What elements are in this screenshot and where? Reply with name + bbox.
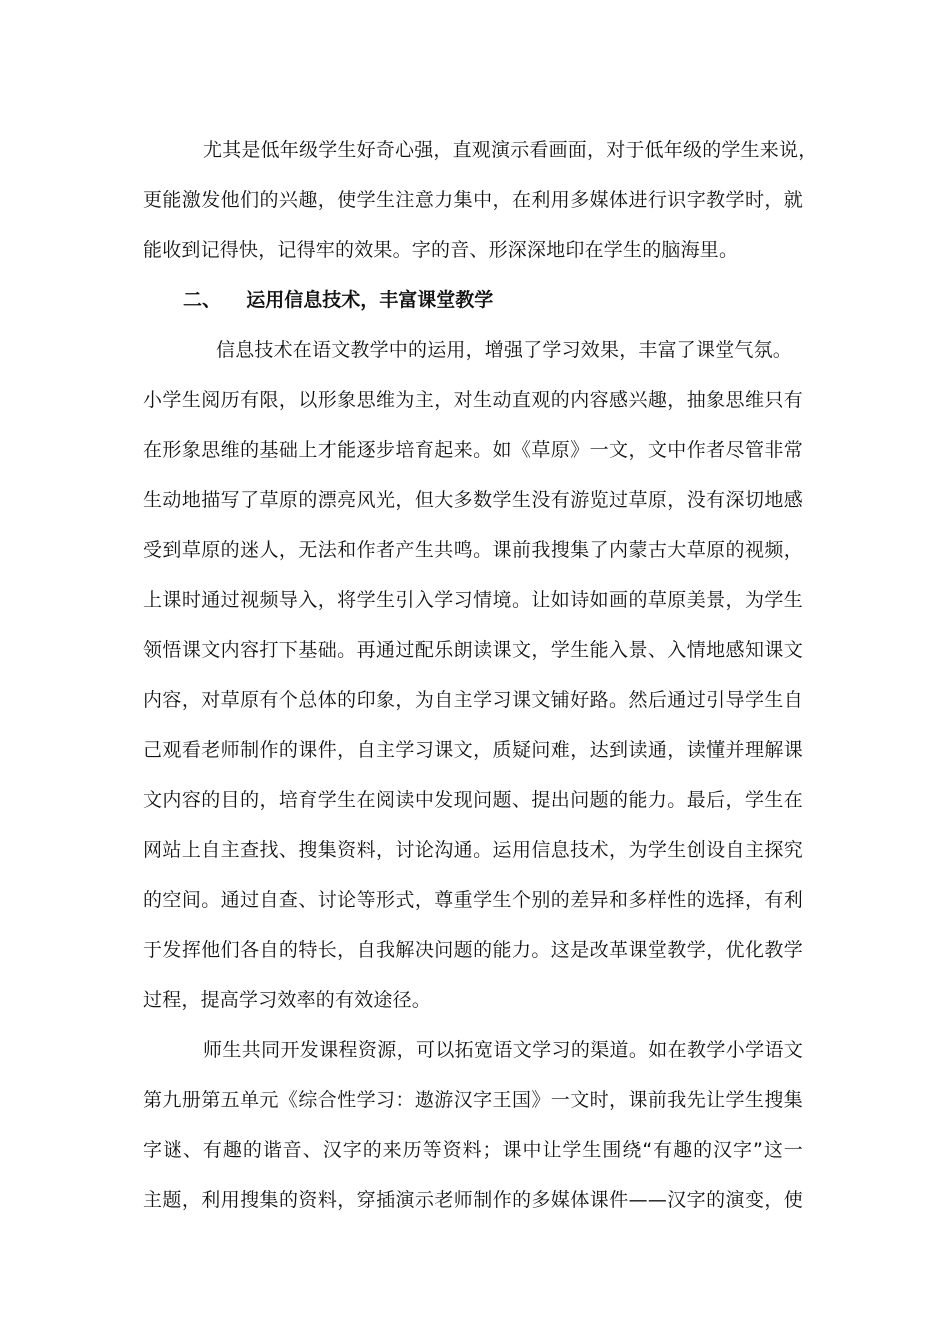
- paragraph-1-line-1: 尤其是低年级学生好奇心强，直观演示看画面，对于低年级的学生来说，: [203, 139, 818, 161]
- paragraph-2-line-5: 受到草原的迷人，无法和作者产生共鸣。课前我搜集了内蒙古大草原的视频，: [143, 539, 803, 561]
- paragraph-2-line-2: 小学生阅历有限，以形象思维为主，对生动直观的内容感兴趣，抽象思维只有: [143, 389, 803, 411]
- paragraph-2-line-13: 于发挥他们各自的特长，自我解决问题的能力。这是改革课堂教学，优化教学: [143, 939, 803, 961]
- paragraph-2-line-10: 文内容的目的，培育学生在阅读中发现问题、提出问题的能力。最后，学生在: [143, 789, 803, 811]
- paragraph-3-line-2: 第九册第五单元《综合性学习：遨游汉字王国》一文时，课前我先让学生搜集: [143, 1089, 803, 1111]
- paragraph-3-line-3: 字谜、有趣的谐音、汉字的来历等资料；课中让学生围绕“有趣的汉字”这一: [143, 1139, 803, 1161]
- paragraph-2-line-6: 上课时通过视频导入，将学生引入学习情境。让如诗如画的草原美景，为学生: [143, 589, 803, 611]
- paragraph-1-line-3: 能收到记得快，记得牢的效果。字的音、形深深地印在学生的脑海里。: [143, 239, 739, 261]
- paragraph-1-line-2: 更能激发他们的兴趣，使学生注意力集中，在利用多媒体进行识字教学时，就: [143, 189, 803, 211]
- paragraph-2-line-11: 网站上自主查找、搜集资料，讨论沟通。运用信息技术，为学生创设自主探究: [143, 839, 803, 861]
- paragraph-2-line-4: 生动地描写了草原的漂亮风光，但大多数学生没有游览过草原，没有深切地感: [143, 489, 803, 511]
- paragraph-2-line-7: 领悟课文内容打下基础。再通过配乐朗读课文，学生能入景、入情地感知课文: [143, 639, 803, 661]
- paragraph-2-line-9: 己观看老师制作的课件，自主学习课文，质疑问难，达到读通，读懂并理解课: [143, 739, 803, 761]
- section-heading: [183, 287, 493, 313]
- paragraph-3-line-1: 师生共同开发课程资源，可以拓宽语文学习的渠道。如在教学小学语文: [203, 1039, 803, 1061]
- paragraph-2-line-3: 在形象思维的基础上才能逐步培育起来。如《草原》一文，文中作者尽管非常: [143, 439, 803, 461]
- paragraph-2-line-8: 内容，对草原有个总体的印象，为自主学习课文铺好路。然后通过引导学生自: [143, 689, 803, 711]
- paragraph-2-line-12: 的空间。通过自查、讨论等形式，尊重学生个别的差异和多样性的选择，有利: [143, 889, 803, 911]
- paragraph-2-line-1: 信息技术在语文教学中的运用，增强了学习效果，丰富了课堂气氛。: [216, 339, 793, 361]
- section-heading-title: 运用信息技术，丰富课堂教学: [246, 289, 494, 311]
- paragraph-2-line-14: 过程，提高学习效率的有效途径。: [143, 989, 432, 1011]
- paragraph-3-line-4: 主题，利用搜集的资料，穿插演示老师制作的多媒体课件——汉字的演变，使: [143, 1189, 803, 1211]
- section-heading-number: 二、: [183, 289, 222, 311]
